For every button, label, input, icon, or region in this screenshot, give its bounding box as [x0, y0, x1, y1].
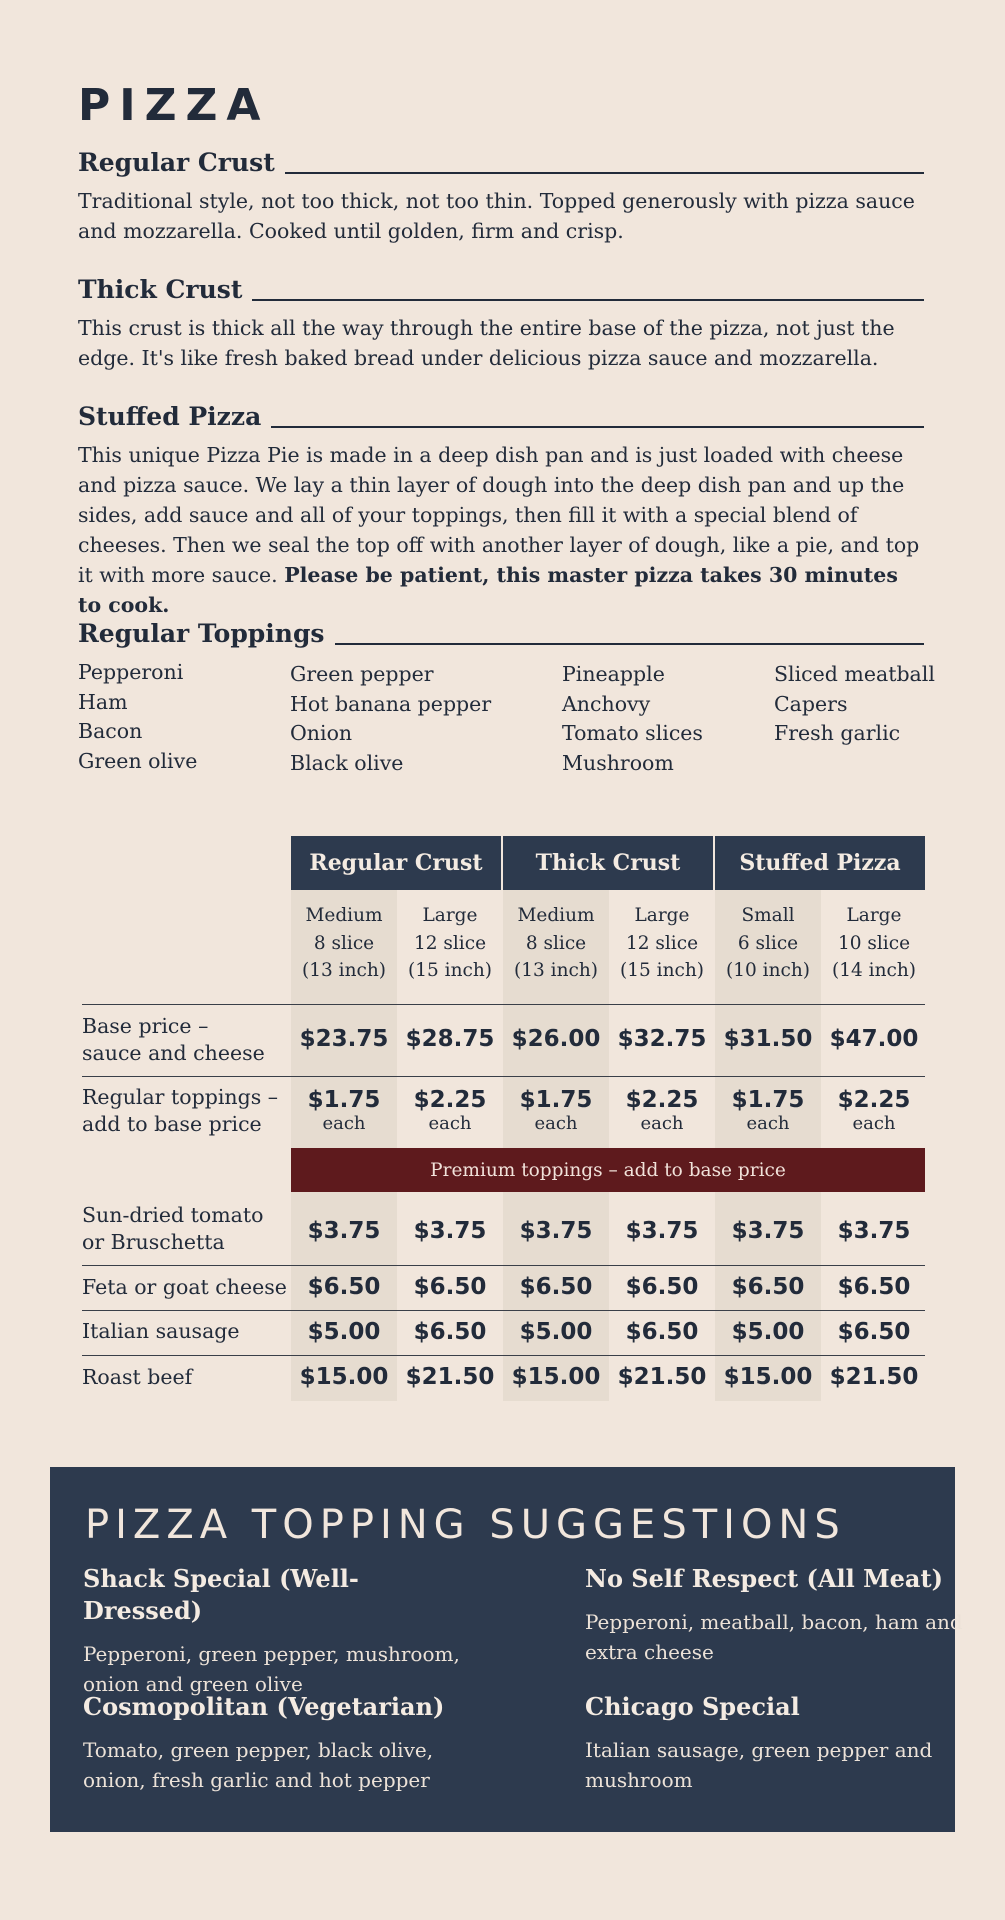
table-header-thick-crust: Thick Crust [503, 836, 713, 890]
heading-rule [285, 172, 924, 174]
section-description: This crust is thick all the way through the entire base of the pizza, not just the edge. It's like fresh baked bread under delicious pizza sauce and mozzarella. [78, 316, 895, 370]
each-label: each [852, 1113, 896, 1134]
list-item: Ham [78, 689, 128, 714]
row-label-regular-toppings: Regular toppings – add to base price [82, 1085, 278, 1136]
table-divider [82, 1265, 925, 1266]
price-cell: $2.25 [625, 1087, 699, 1113]
price-cell: $31.50 [723, 1026, 813, 1052]
each-label: each [322, 1113, 366, 1134]
each-label: each [428, 1113, 472, 1134]
list-item: Green pepper [290, 662, 434, 686]
suggestion-name: Chicago Special [585, 1692, 800, 1721]
heading-rule [252, 299, 924, 301]
price-cell: $5.00 [731, 1319, 805, 1345]
price-cell: $21.50 [617, 1364, 707, 1390]
suggestion-name: No Self Respect (All Meat) [585, 1564, 943, 1593]
section-heading: Thick Crust [78, 275, 243, 304]
heading-rule [271, 426, 924, 428]
section-description: Traditional style, not too thick, not too thin. Topped generously with pizza sauce and mozzarella. Cooked until golden, firm and crisp. [78, 189, 915, 243]
list-item: Hot banana pepper [290, 691, 492, 716]
size-label: Large 10 slice (14 inch) [832, 905, 916, 981]
price-cell: $6.50 [307, 1274, 381, 1300]
price-cell: $5.00 [307, 1319, 381, 1345]
suggestion-name: Cosmopolitan (Vegetarian) [83, 1692, 445, 1721]
price-cell: $15.00 [723, 1364, 813, 1390]
list-item: Black olive [290, 750, 404, 775]
list-item: Bacon [78, 719, 143, 743]
toppings-list [78, 658, 938, 778]
suggestions-title: PIZZA TOPPING SUGGESTIONS [85, 1502, 846, 1548]
size-label: Medium 8 slice (13 inch) [302, 905, 386, 981]
row-label-italian-sausage: Italian sausage [82, 1319, 240, 1343]
price-cell: $32.75 [617, 1026, 707, 1052]
price-cell: $1.75 [731, 1087, 805, 1113]
price-cell: $15.00 [299, 1364, 389, 1390]
price-cell: $6.50 [731, 1274, 805, 1300]
list-item: Anchovy [562, 691, 651, 716]
list-item: Capers [774, 691, 848, 716]
each-label: each [534, 1113, 578, 1134]
list-item: Sliced meatball [774, 662, 935, 686]
price-cell: $23.75 [299, 1026, 389, 1052]
section-thick-crust [78, 269, 924, 373]
price-cell: $6.50 [413, 1274, 487, 1300]
suggestion-item [83, 1563, 473, 1699]
row-label-feta: Feta or goat cheese [82, 1275, 287, 1299]
page-title: PIZZA [78, 80, 270, 131]
row-label-sun-dried-tomato: Sun-dried tomato or Bruschetta [82, 1203, 264, 1254]
cook-time-note: Please be patient, this master pizza takes 30 minutes to cook. [78, 563, 898, 617]
suggestion-name: Shack Special (Well-Dressed) [83, 1564, 359, 1625]
list-item: Pepperoni [78, 660, 184, 684]
toppings-column [774, 660, 935, 749]
heading-rule [335, 643, 924, 645]
suggestion-item [83, 1691, 473, 1795]
table-divider [82, 1004, 925, 1005]
price-cell: $3.75 [731, 1218, 805, 1244]
section-regular-toppings [78, 613, 924, 649]
table-divider [82, 1076, 925, 1077]
toppings-column [78, 658, 197, 776]
price-cell: $1.75 [307, 1087, 381, 1113]
list-item: Pineapple [562, 662, 665, 686]
price-cell: $1.75 [519, 1087, 593, 1113]
suggestion-description: Tomato, green pepper, black olive, onion, fresh garlic and hot pepper [83, 1738, 434, 1792]
list-item: Mushroom [562, 750, 674, 775]
each-label: each [746, 1113, 790, 1134]
price-cell: $3.75 [837, 1218, 911, 1244]
section-heading: Regular Toppings [78, 619, 325, 648]
section-heading: Regular Crust [78, 148, 275, 177]
price-cell: $28.75 [405, 1026, 495, 1052]
topping-suggestions-panel [50, 1467, 963, 1832]
suggestion-description: Italian sausage, green pepper and mushroom [585, 1738, 933, 1792]
price-cell: $21.50 [405, 1364, 495, 1390]
price-cell: $6.50 [625, 1319, 699, 1345]
price-cell: $6.50 [837, 1274, 911, 1300]
list-item: Green olive [78, 748, 198, 773]
size-label: Small 6 slice (10 inch) [726, 905, 810, 981]
price-cell: $3.75 [519, 1218, 593, 1244]
price-cell: $5.00 [519, 1319, 593, 1345]
price-cell: $2.25 [413, 1087, 487, 1113]
section-stuffed-pizza [78, 396, 924, 620]
section-description: This unique Pizza Pie is made in a deep dish pan and is just loaded with cheese and pizza sauce. We lay a thin layer of dough into the deep dish pan and up the sides, add sauce and all of your toppings, then fill it with a special blend of cheeses. Then we seal the top off with another layer of dough, like a pie, and top it with more sauce. Please be patient, this master pizza takes 30 minutes to cook. [78, 443, 920, 617]
toppings-column [290, 660, 491, 778]
suggestion-description: Pepperoni, green pepper, mushroom, onion and green olive [83, 1642, 460, 1696]
section-regular-crust [78, 142, 924, 246]
price-cell: $6.50 [413, 1319, 487, 1345]
suggestion-item [585, 1691, 975, 1795]
price-cell: $3.75 [307, 1218, 381, 1244]
suggestion-description: Pepperoni, meatball, bacon, ham and extra cheese [585, 1610, 963, 1664]
table-header-regular-crust: Regular Crust [291, 836, 501, 890]
price-cell: $26.00 [511, 1026, 601, 1052]
size-label: Large 12 slice (15 inch) [408, 905, 492, 981]
price-cell: $15.00 [511, 1364, 601, 1390]
list-item: Tomato slices [562, 721, 703, 745]
list-item: Onion [290, 721, 353, 745]
table-header-stuffed-pizza: Stuffed Pizza [715, 836, 925, 890]
premium-toppings-banner: Premium toppings – add to base price [291, 1148, 925, 1192]
row-label-base-price: Base price – sauce and cheese [82, 1014, 265, 1065]
size-label: Medium 8 slice (13 inch) [514, 905, 598, 981]
price-cell: $21.50 [829, 1364, 919, 1390]
price-cell: $3.75 [625, 1218, 699, 1244]
toppings-column [562, 660, 703, 778]
price-cell: $2.25 [837, 1087, 911, 1113]
row-label-roast-beef: Roast beef [82, 1365, 193, 1389]
price-cell: $6.50 [625, 1274, 699, 1300]
price-cell: $6.50 [519, 1274, 593, 1300]
list-item: Fresh garlic [774, 721, 901, 745]
price-cell: $3.75 [413, 1218, 487, 1244]
suggestion-item [585, 1563, 975, 1667]
size-label: Large 12 slice (15 inch) [620, 905, 704, 981]
table-divider [82, 1310, 925, 1311]
section-heading: Stuffed Pizza [78, 402, 262, 431]
price-cell: $6.50 [837, 1319, 911, 1345]
table-divider [82, 1355, 925, 1356]
each-label: each [640, 1113, 684, 1134]
price-cell: $47.00 [829, 1026, 919, 1052]
